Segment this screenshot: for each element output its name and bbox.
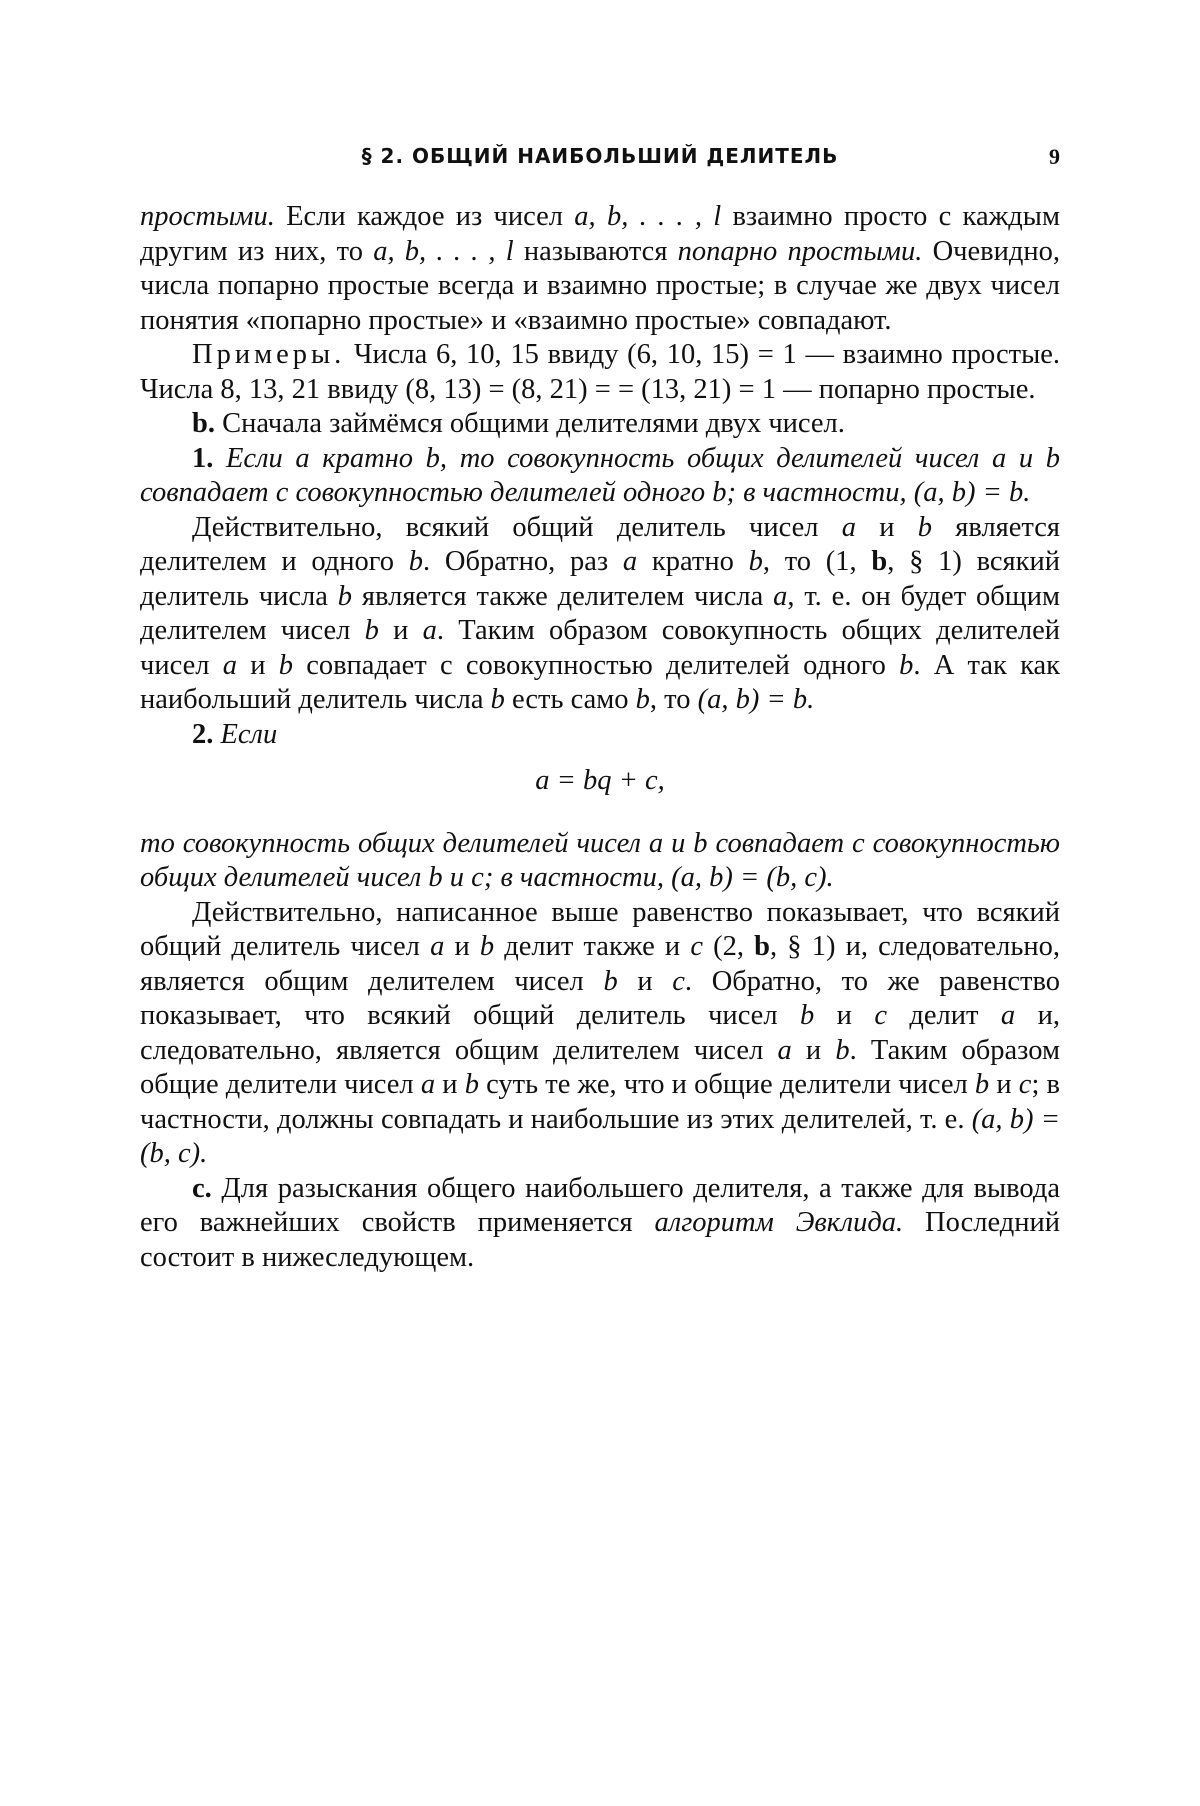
theorem-1 — [140, 442, 1060, 511]
text: Очевидно, числа попарно простые всегда и взаимно простые; в случае же двух чисел понятия «попарно простые» и «взаимно простые» совпадают. — [140, 235, 1060, 336]
section-label: c. — [192, 1172, 212, 1204]
math: a — [222, 649, 237, 681]
math: a — [422, 615, 437, 646]
text: . Таким образом общие делители чисел — [140, 1034, 1060, 1100]
text: , то — [649, 684, 698, 715]
text: и — [435, 1069, 465, 1100]
text: является также делителем числа — [352, 580, 774, 612]
text: есть само — [504, 684, 636, 715]
text: . Таким образом совокупность общих делителей чисел — [140, 615, 1060, 681]
math: b — [337, 580, 353, 612]
reference: b — [754, 931, 771, 962]
text: ; в частности, должны совпадать и наибольшие из этих делителей, т. е. — [140, 1069, 1061, 1135]
math: a — [622, 546, 638, 577]
text: Числа 6, 10, 15 ввиду (6, 10, 15) = 1 — взаимно простые. Числа 8, 13, 21 ввиду (8, 13) = (8, 21) = = (13, 21) = 1 — попарно простые. — [140, 339, 1060, 405]
proof-2 — [140, 896, 1060, 1172]
math: b — [408, 546, 424, 577]
text: , § 1) всякий делитель числа — [140, 546, 1060, 612]
theorem-2-statement — [140, 827, 1060, 896]
math: c — [874, 1000, 887, 1031]
page-body — [140, 200, 1060, 1275]
text: . А так как наибольший делитель числа — [140, 649, 1060, 715]
math: a — [430, 931, 445, 962]
text: и, следовательно, является общим делителем чисел — [140, 1000, 1060, 1066]
math: b — [748, 546, 763, 577]
text: кратно — [637, 546, 749, 577]
text: Действительно, всякий общий делитель чисел — [192, 511, 842, 543]
paragraph-examples — [140, 338, 1060, 407]
math: b — [464, 1069, 479, 1100]
text: взаимно просто с каждым другим из них, то — [140, 201, 1060, 267]
paragraph-pairwise-coprime — [140, 200, 1060, 338]
text: и — [791, 1034, 836, 1066]
math: c — [690, 931, 703, 962]
reference: b — [871, 546, 888, 577]
text: Если каждое из чисел — [274, 201, 575, 232]
examples-label: Примеры. — [192, 339, 346, 370]
text: и — [236, 649, 279, 681]
term-pairwise-coprime: попарно простыми. — [677, 235, 923, 267]
math: a — [841, 511, 856, 543]
text: и — [989, 1069, 1019, 1100]
theorem-statement: Если a кратно b, то совокупность общих делителей чисел a и b совпадает с совокупностью делителей одного b; в частности, (a, b) = b. — [140, 442, 1060, 508]
math: b — [799, 1000, 815, 1031]
math: a, b, . . . , l — [373, 235, 514, 267]
theorem-statement: Если — [213, 718, 278, 750]
text: Для разыскания общего наибольшего делителя, а также для вывода его важнейших свойств применяется — [140, 1172, 1060, 1238]
text: суть те же, что и общие делители чисел — [478, 1069, 975, 1100]
math: b — [635, 684, 650, 715]
page-number: 9 — [1049, 144, 1060, 169]
theorem-number: 1. — [192, 442, 214, 474]
equation: a = bq + c, — [535, 765, 665, 796]
math: c — [672, 965, 685, 997]
term-euclid-algorithm: алгоритм Эвклида. — [654, 1207, 904, 1238]
text: совпадает с совокупностью делителей одного — [292, 649, 900, 681]
text: . Обратно, то же равенство показывает, что всякий общий делитель чисел — [140, 965, 1060, 1031]
math: a, b, . . . , l — [574, 201, 722, 232]
theorem-statement: то совокупность общих делителей чисел a и b совпадает с совокупностью общих делителей чисел b и c; в частности, (a, b) = (b, c). — [140, 827, 1060, 893]
paragraph-section-b — [140, 407, 1060, 442]
text: и — [855, 511, 918, 543]
math: b — [603, 965, 618, 997]
text: делит — [886, 1000, 1001, 1031]
math: b — [899, 649, 914, 681]
math: a — [420, 1069, 436, 1100]
text: называются — [513, 235, 678, 267]
math: a — [777, 1034, 792, 1066]
text: , § 1) и, следовательно, является общим делителем чисел — [140, 931, 1060, 997]
theorem-2-intro — [140, 718, 1060, 753]
math: c — [1018, 1069, 1032, 1100]
text: , то (1, — [762, 546, 872, 577]
proof-1 — [140, 511, 1060, 718]
math: b — [479, 931, 495, 962]
text: и — [814, 1000, 875, 1031]
text: (2, — [703, 931, 755, 962]
math: b — [917, 511, 932, 543]
math: b — [278, 649, 293, 681]
text: является делителем и одного — [140, 511, 1060, 577]
math: b — [974, 1069, 990, 1100]
text: . Обратно, раз — [423, 546, 623, 577]
running-head: § 2. ОБЩИЙ НАИБОЛЬШИЙ ДЕЛИТЕЛЬ — [361, 144, 839, 168]
text: делит также и — [494, 931, 691, 962]
page-header — [140, 144, 1060, 174]
text: Сначала займёмся общими делителями двух чисел. — [214, 408, 845, 439]
text: , т. е. он будет общим делителем чисел — [140, 580, 1061, 646]
text: и — [617, 965, 673, 997]
math: b — [835, 1034, 850, 1066]
text: и — [444, 931, 480, 962]
math: (a, b) = b. — [697, 684, 815, 715]
text: Действительно, написанное выше равенство показывает, что всякий общий делитель чисел — [140, 896, 1060, 962]
math: a — [773, 580, 788, 612]
text: Последний состоит в нижеследующем. — [140, 1207, 1060, 1273]
theorem-number: 2. — [192, 718, 214, 750]
term-coprime: простыми. — [140, 201, 275, 232]
math: a — [1000, 1000, 1016, 1031]
math: (a, b) = (b, c). — [140, 1103, 1060, 1169]
paragraph-section-c — [140, 1172, 1060, 1276]
math: b — [364, 615, 379, 646]
math: b — [490, 684, 505, 715]
text: и — [378, 615, 423, 646]
section-label: b. — [192, 408, 215, 439]
